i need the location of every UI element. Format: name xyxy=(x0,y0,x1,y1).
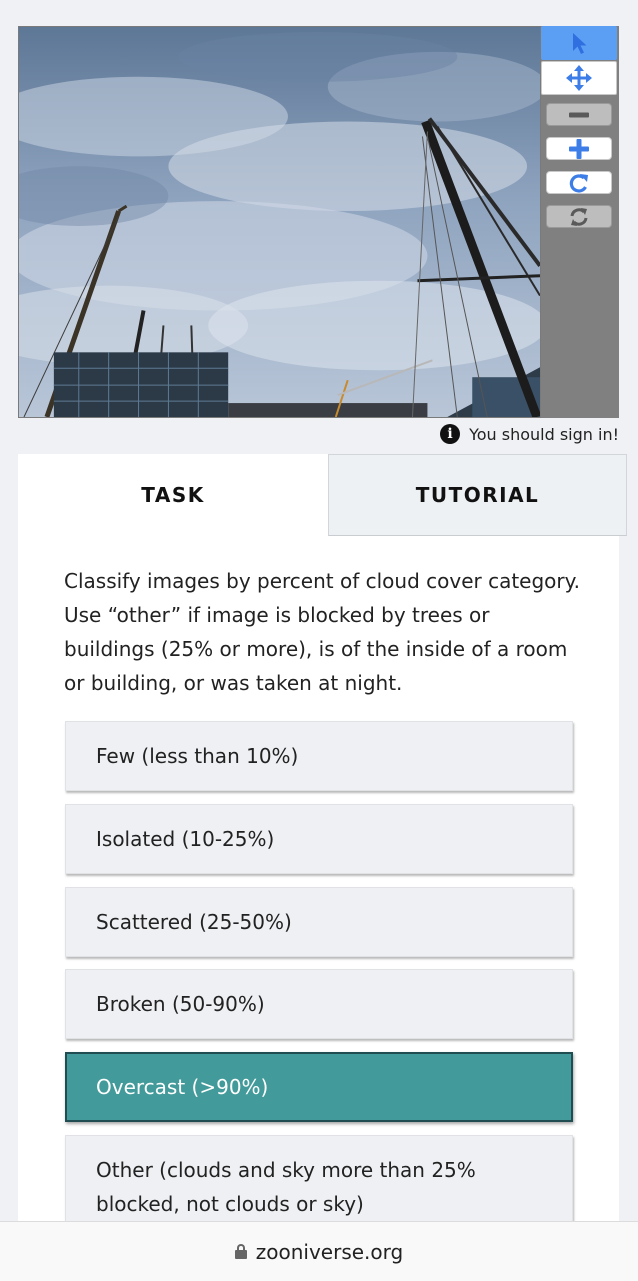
lock-icon xyxy=(235,1244,247,1259)
answer-few[interactable]: Few (less than 10%) xyxy=(65,721,573,791)
viewer-toolbar xyxy=(541,26,619,418)
answer-isolated[interactable]: Isolated (10-25%) xyxy=(65,804,573,874)
zoom-out-button[interactable] xyxy=(546,103,612,126)
answer-scattered[interactable]: Scattered (25-50%) xyxy=(65,887,573,957)
info-icon: i xyxy=(440,424,460,444)
rotate-button[interactable] xyxy=(546,171,612,194)
browser-url-bar[interactable] xyxy=(0,1221,638,1281)
subject-image[interactable] xyxy=(18,26,541,418)
reset-icon xyxy=(568,207,590,227)
signin-text: You should sign in! xyxy=(469,424,619,444)
answer-other[interactable]: Other (clouds and sky more than 25% blocked, not clouds or sky) xyxy=(65,1135,573,1239)
answer-overcast[interactable]: Overcast (>90%) xyxy=(65,1052,573,1122)
task-instructions: Classify images by percent of cloud cover category. Use “other” if image is blocked by trees or buildings (25% or more), is of the inside of a room or building, or was taken at night. xyxy=(64,569,580,695)
url-text: zooniverse.org xyxy=(255,1239,404,1264)
pointer-tool[interactable] xyxy=(541,26,617,60)
task-panel xyxy=(18,454,619,1280)
rotate-icon xyxy=(568,173,590,193)
move-arrows-icon xyxy=(566,65,592,91)
tab-tutorial[interactable]: TUTORIAL xyxy=(328,454,627,536)
cursor-arrow-icon xyxy=(568,31,590,55)
move-tool[interactable] xyxy=(541,61,617,95)
tab-task[interactable]: TASK xyxy=(18,454,328,536)
signin-notice[interactable] xyxy=(440,424,619,444)
minus-icon xyxy=(569,112,589,118)
sky-photo xyxy=(19,27,540,417)
reset-button[interactable] xyxy=(546,205,612,228)
plus-icon xyxy=(569,139,589,159)
answer-broken[interactable]: Broken (50-90%) xyxy=(65,969,573,1039)
zoom-in-button[interactable] xyxy=(546,137,612,160)
